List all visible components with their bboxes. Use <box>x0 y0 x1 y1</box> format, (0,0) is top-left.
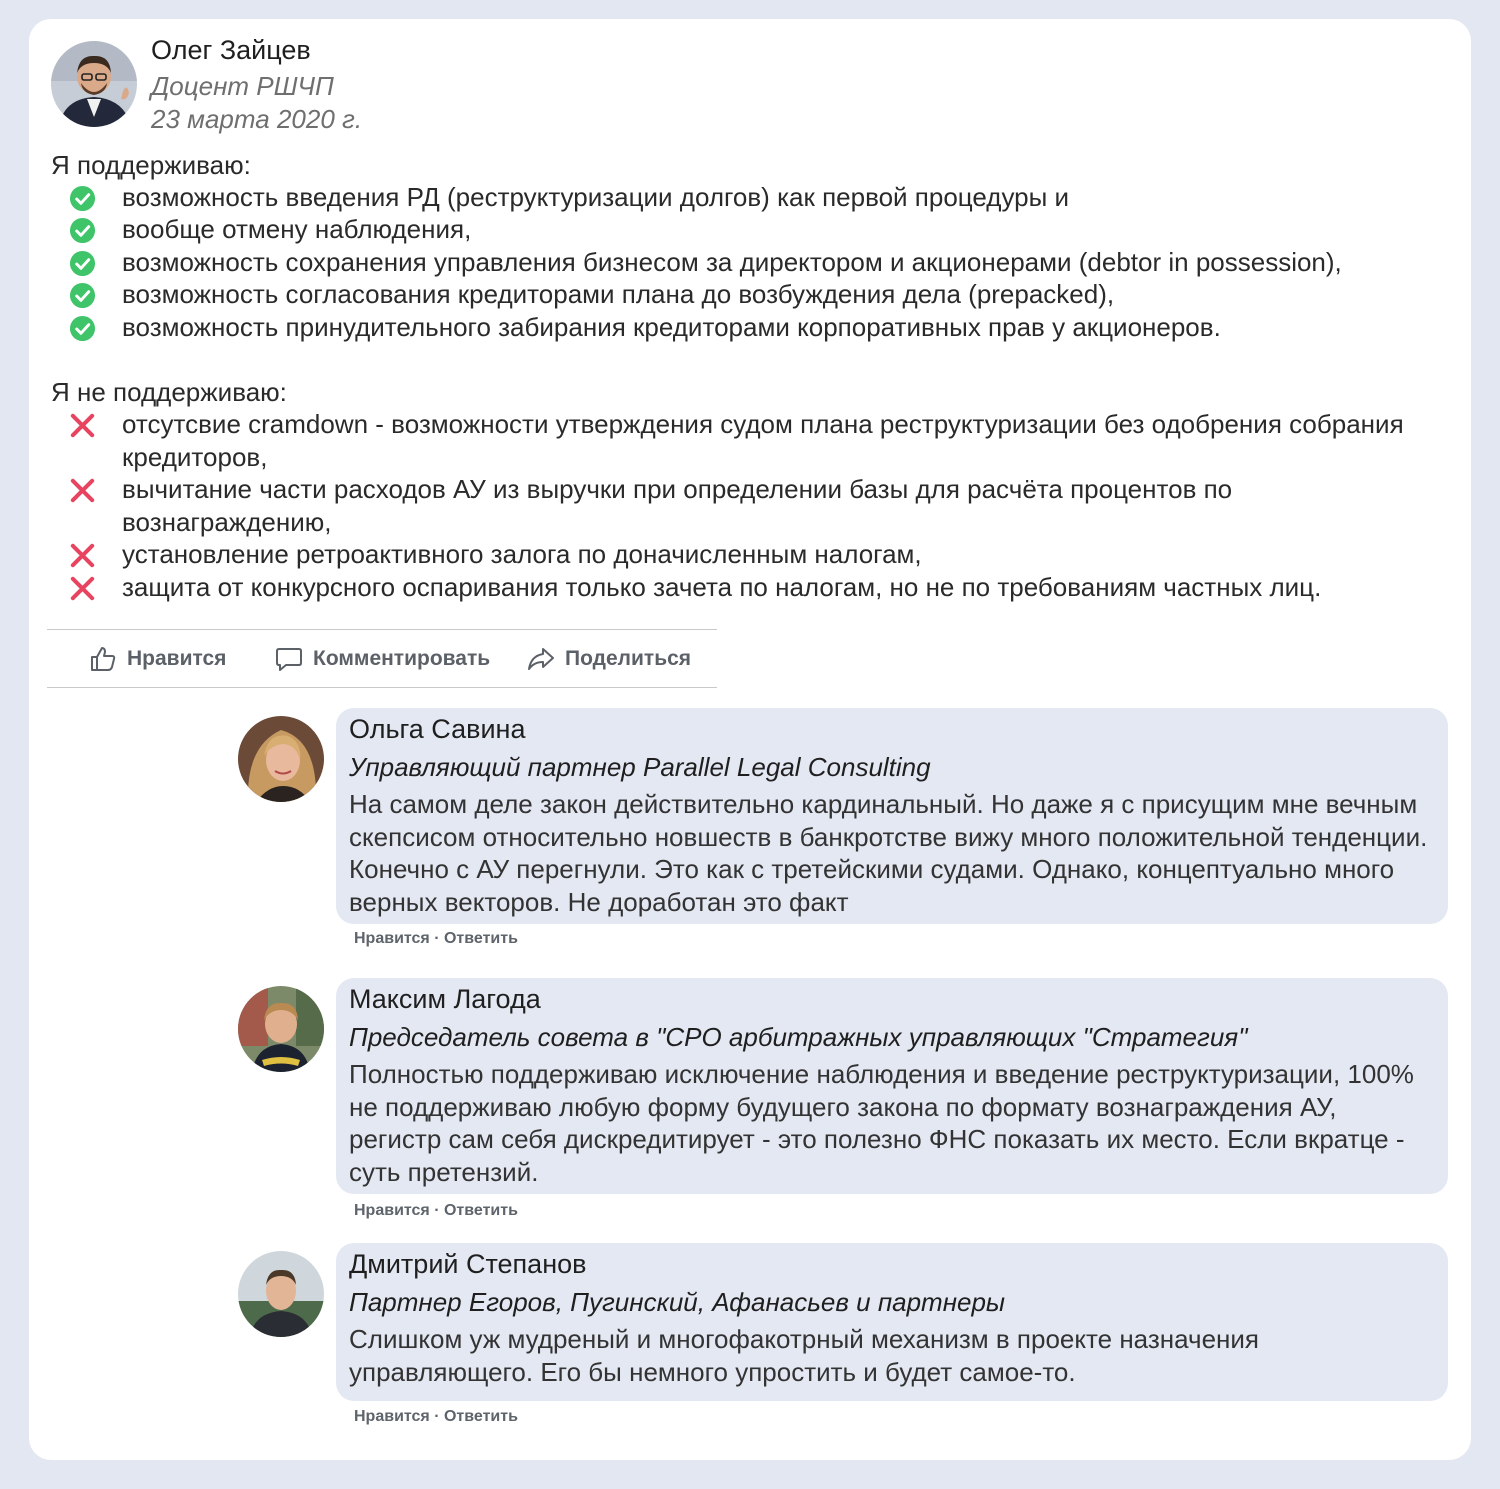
commenter-role: Управляющий партнер Parallel Legal Consulting <box>349 752 931 782</box>
check-circle-icon <box>69 250 96 277</box>
comment-reply-link[interactable]: Ответить <box>443 1408 518 1425</box>
check-circle-icon <box>69 282 96 309</box>
comment-like-link[interactable]: Нравится <box>354 930 430 947</box>
comment-text: На самом деле закон действительно кардинальный. Но даже я с присущим мне вечным скепсисом относительно новшеств в банкротстве вижу много положительной тенденции. Конечно с АУ перегнули. Это как с третейскими судами. Однако, концептуально много верных векторов. Не доработан это факт <box>349 789 1428 917</box>
commenter-avatar[interactable] <box>238 1251 324 1337</box>
divider <box>47 629 717 630</box>
share-icon <box>527 645 555 673</box>
separator: · <box>429 1408 444 1425</box>
post-card: Олег Зайцев Доцент РШЧП 23 марта 2020 г. Я поддерживаю: возможность введения РД (реструктуризации долгов) как первой процедуры и вообще отмену наблюдения, возможность сохранения управления бизнесом за директором и акционерами (debtor in possession), возможность согласования кредиторами плана до возбуждения дела (prepacked), возможность принудительного забирания кредиторами корпоративных прав у акционеров. Я не поддерживаю: отсутсвие cramdown - возможности утверждения судом плана реструктуризации без одобрения собрания кредиторов, вычитание части расходов АУ из выручки при определении базы для расчёта процентов по вознаграждению, установление ретроактивного залога по доначисленным налогам, защита от конкурсного оспаривания только зачета по налогам, но не по требованиям частных лиц. Нравится Комментировать Поделиться Ольга Савина Управляющий партнер Parallel Legal Consulting На самом деле закон действительно кардинальный. Но даже я с присущим мне вечным скепсисом относительно новшеств в банкротстве вижу много положительной тенденции. Конечно с АУ перегнули. Это как с третейскими судами. Однако, концептуально много верных векторов. Не доработан это факт Нравится · Ответить Максим Лагода Председатель совета в "СРО арбитражных управляющих "Стратегия" Полностью поддерживаю исключение наблюдения и введение реструктуризации, 100% не поддерживаю любую форму будущего закона по формату вознаграждения АУ, регистр сам себя дискредитирует - это полезно ФНС показать их место. Если вкратце - суть претензий. Нравится · Ответить Дмитрий Степанов Партнер Егоров, Пугинский, Афанасьев и партнеры Слишком уж мудреный и многофакотрный механизм в проекте назначения управляющего. Его бы немного упростить и будет самое-то. Нравится · Ответить <box>29 19 1471 1460</box>
check-circle-icon <box>69 315 96 342</box>
comment-like-link[interactable]: Нравится <box>354 1408 430 1425</box>
commenter-avatar[interactable] <box>238 986 324 1072</box>
commenter-avatar[interactable] <box>238 716 324 802</box>
comment-label: Комментировать <box>313 647 491 670</box>
commenter-name[interactable]: Дмитрий Степанов <box>349 1249 587 1279</box>
commenter-name[interactable]: Ольга Савина <box>349 714 526 744</box>
comment-like-link[interactable]: Нравится <box>354 1202 430 1219</box>
post-actions <box>47 631 717 687</box>
author-name[interactable]: Олег Зайцев <box>151 35 311 65</box>
comment-actions <box>354 1202 518 1220</box>
cross-mark-icon <box>69 477 96 504</box>
commenter-role: Председатель совета в "СРО арбитражных управляющих "Стратегия" <box>349 1022 1248 1052</box>
like-button[interactable] <box>89 631 226 687</box>
oppose-heading: Я не поддерживаю: <box>51 377 287 407</box>
comment-bubble <box>336 708 1448 924</box>
comment-actions <box>354 1408 518 1426</box>
comment-actions <box>354 930 518 948</box>
support-heading: Я поддерживаю: <box>51 150 251 180</box>
check-circle-icon <box>69 217 96 244</box>
author-role: Доцент РШЧП <box>151 71 334 101</box>
separator: · <box>429 1202 444 1219</box>
share-label: Поделиться <box>565 647 692 670</box>
cross-mark-icon <box>69 412 96 439</box>
post-date[interactable]: 23 марта 2020 г. <box>151 104 363 134</box>
comment-bubble <box>336 978 1448 1194</box>
comment-icon <box>275 645 303 673</box>
author-avatar[interactable] <box>51 41 137 127</box>
comment-text: Полностью поддерживаю исключение наблюдения и введение реструктуризации, 100% не поддерживаю любую форму будущего закона по формату вознаграждения АУ, регистр сам себя дискредитирует - это полезно ФНС показать их место. Если вкратце - суть претензий. <box>349 1059 1414 1187</box>
commenter-role: Партнер Егоров, Пугинский, Афанасьев и партнеры <box>349 1287 1006 1317</box>
like-label: Нравится <box>127 647 227 670</box>
thumbs-up-icon <box>89 645 117 673</box>
commenter-name[interactable]: Максим Лагода <box>349 984 541 1014</box>
comment-reply-link[interactable]: Ответить <box>443 930 518 947</box>
comment-text: Слишком уж мудреный и многофакотрный механизм в проекте назначения управляющего. Его бы немного упростить и будет самое-то. <box>349 1324 1259 1387</box>
separator: · <box>429 930 444 947</box>
share-button[interactable] <box>527 631 691 687</box>
comment-bubble <box>336 1243 1448 1401</box>
comment-reply-link[interactable]: Ответить <box>443 1202 518 1219</box>
check-circle-icon <box>69 185 96 212</box>
divider <box>47 687 717 688</box>
cross-mark-icon <box>69 575 96 602</box>
comment-button[interactable] <box>275 631 490 687</box>
cross-mark-icon <box>69 542 96 569</box>
